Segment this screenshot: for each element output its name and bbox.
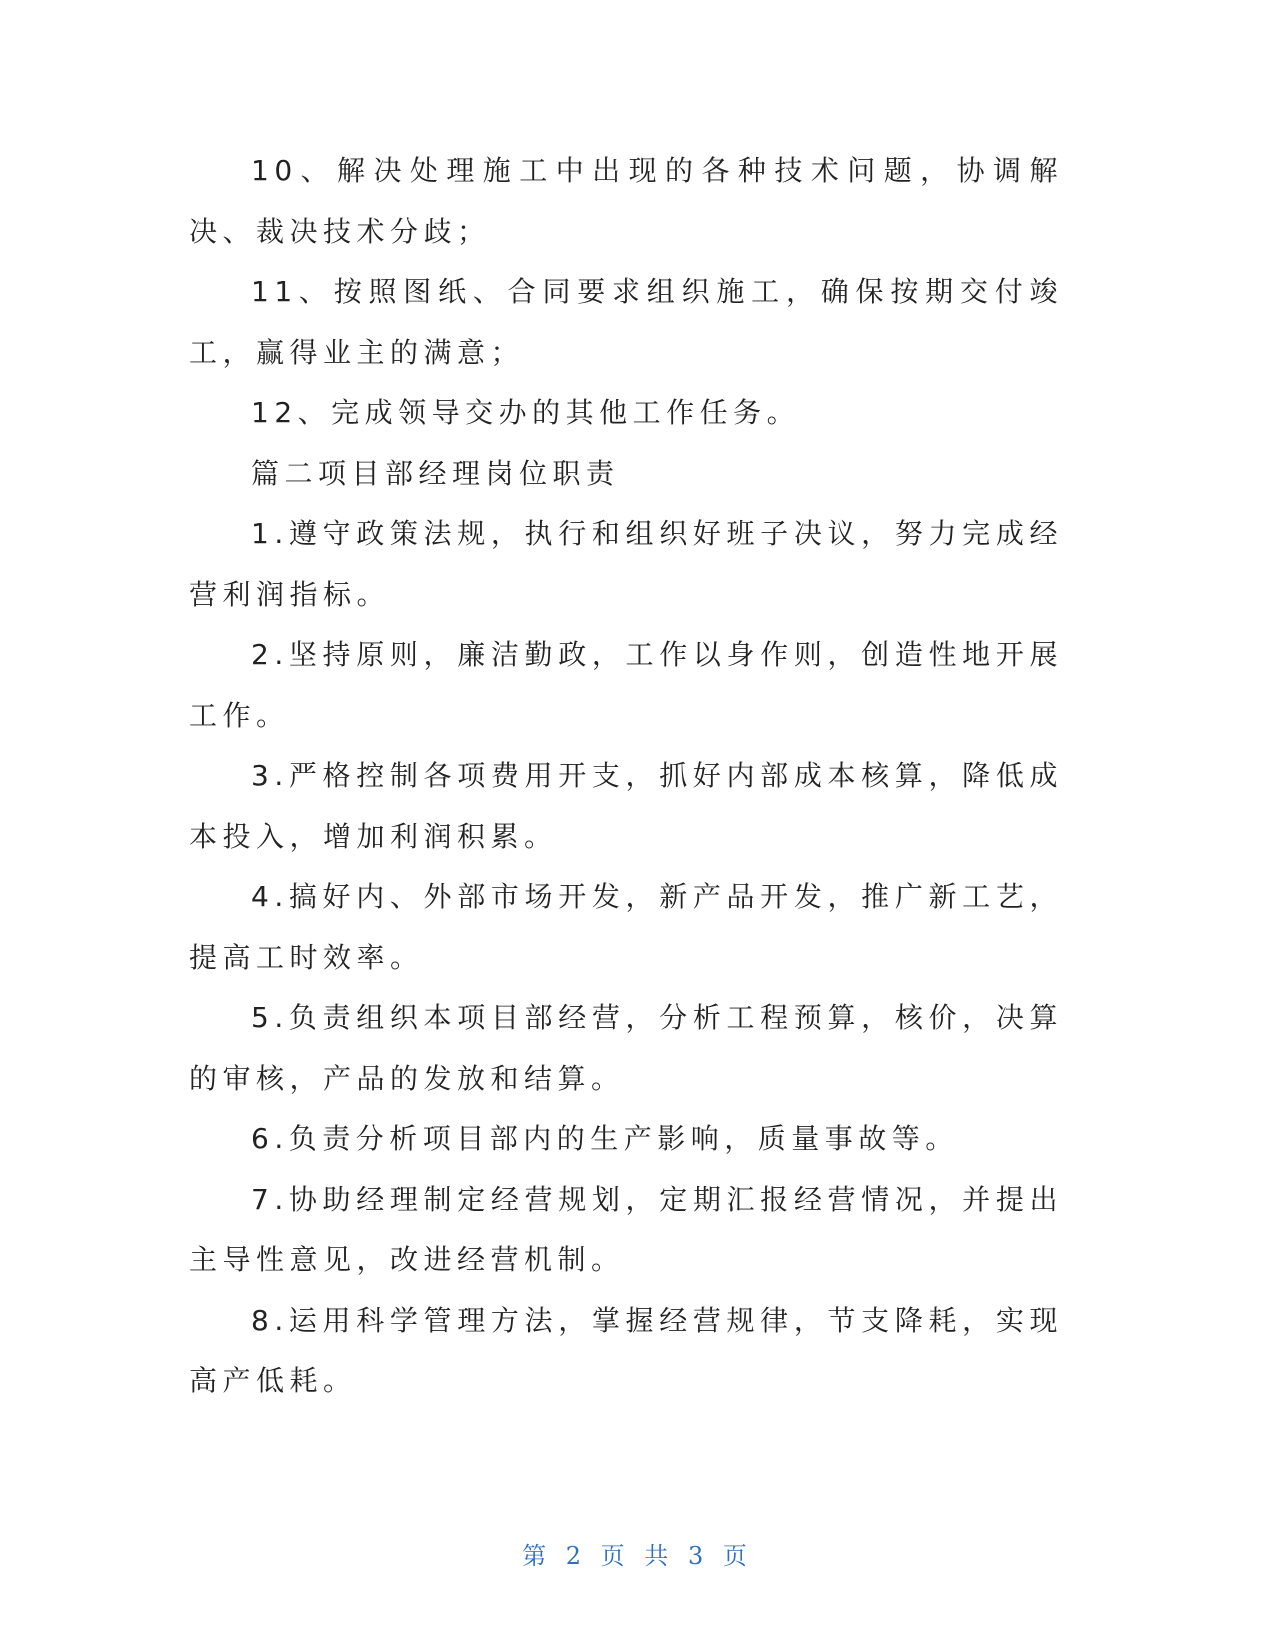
paragraph-10: 10、解决处理施工中出现的各种技术问题，协调解决、裁决技术分歧； — [189, 154, 1063, 248]
paragraph-11: 11、按照图纸、合同要求组织施工，确保按期交付竣工，赢得业主的满意； — [189, 275, 1063, 369]
section-heading: 篇二项目部经理岗位职责 — [251, 456, 620, 490]
paragraph-12: 12、完成领导交办的其他工作任务。 — [251, 396, 801, 429]
document-body — [189, 141, 1063, 1412]
paragraph-8: 8.运用科学管理方法，掌握经营规律，节支降耗，实现高产低耗。 — [189, 1303, 1063, 1397]
paragraph-1: 1.遵守政策法规，执行和组织好班子决议，努力完成经营利润指标。 — [189, 517, 1063, 611]
paragraph-6: 6.负责分析项目部内的生产影响，质量事故等。 — [251, 1122, 959, 1155]
paragraph-7: 7.协助经理制定经营规划，定期汇报经营情况，并提出主导性意见，改进经营机制。 — [189, 1182, 1063, 1276]
page-number-footer: 第 2 页 共 3 页 — [522, 1542, 753, 1570]
paragraph-3: 3.严格控制各项费用开支，抓好内部成本核算，降低成本投入，增加利润积累。 — [189, 759, 1063, 853]
paragraph-5: 5.负责组织本项目部经营，分析工程预算，核价，决算的审核，产品的发放和结算。 — [189, 1001, 1063, 1095]
paragraph-2: 2.坚持原则，廉洁勤政，工作以身作则，创造性地开展工作。 — [189, 638, 1063, 732]
paragraph-4: 4.搞好内、外部市场开发，新产品开发，推广新工艺，提高工时效率。 — [189, 880, 1063, 974]
